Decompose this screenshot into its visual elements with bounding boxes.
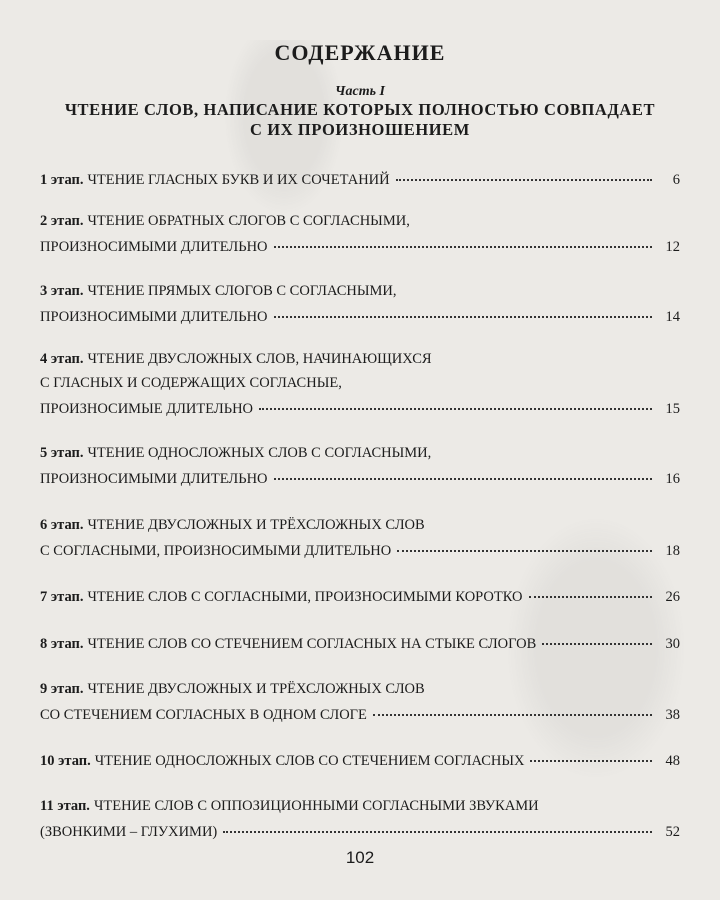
- toc-entry-line: [40, 465, 680, 491]
- entry-page-number: 52: [665, 824, 680, 840]
- entry-page-number: 15: [665, 401, 680, 417]
- dot-leader: [274, 300, 652, 318]
- dot-leader: [530, 744, 652, 762]
- toc-entry-line: [40, 747, 680, 773]
- entry-page-number: 16: [665, 471, 680, 487]
- entry-title: ЧТЕНИЕ ОДНОСЛОЖНЫХ СЛОВ С СОГЛАСНЫМИ,: [87, 445, 432, 461]
- entry-page-number: 14: [665, 309, 680, 325]
- part-title: ЧТЕНИЕ СЛОВ, НАПИСАНИЕ КОТОРЫХ ПОЛНОСТЬЮ СОВПАДАЕТ С ИХ ПРОИЗНОШЕНИЕМ: [64, 100, 656, 139]
- stage-label: 5 этап.: [40, 445, 84, 461]
- dot-leader: [274, 462, 652, 480]
- stage-label: 10 этап.: [40, 753, 91, 769]
- entry-page-number: 48: [665, 753, 680, 769]
- toc-entry[interactable]: [40, 747, 680, 773]
- toc-entry-line: [40, 303, 680, 329]
- toc-entry[interactable]: [40, 279, 680, 329]
- toc-entry-line: [40, 347, 680, 371]
- toc-entry[interactable]: [40, 513, 680, 563]
- entry-title: ЧТЕНИЕ ГЛАСНЫХ БУКВ И ИХ СОЧЕТАНИЙ: [87, 172, 390, 188]
- toc-entry-line: [40, 701, 680, 727]
- toc-entry[interactable]: [40, 347, 680, 421]
- entry-title: (ЗВОНКИМИ – ГЛУХИМИ): [40, 824, 218, 840]
- toc-entry-line: [40, 818, 680, 844]
- toc-entry-line: [40, 537, 680, 563]
- toc-entry-line: [40, 583, 680, 609]
- page-number: 102: [345, 848, 375, 867]
- toc-entry[interactable]: [40, 630, 680, 656]
- entry-title: ЧТЕНИЕ ДВУСЛОЖНЫХ СЛОВ, НАЧИНАЮЩИХСЯ: [87, 351, 432, 367]
- toc-entry[interactable]: [40, 677, 680, 727]
- entry-title: ЧТЕНИЕ ДВУСЛОЖНЫХ И ТРЁХСЛОЖНЫХ СЛОВ: [87, 517, 425, 533]
- toc-entry[interactable]: [40, 441, 680, 491]
- entry-page-number: 26: [665, 589, 680, 605]
- entry-title: ЧТЕНИЕ ПРЯМЫХ СЛОГОВ С СОГЛАСНЫМИ,: [87, 283, 397, 299]
- toc-entry[interactable]: [40, 794, 680, 844]
- toc-entry-line: [40, 395, 680, 421]
- entry-page-number: 12: [665, 239, 680, 255]
- part-label: Часть I: [335, 84, 385, 99]
- entry-title: ЧТЕНИЕ ДВУСЛОЖНЫХ И ТРЁХСЛОЖНЫХ СЛОВ: [87, 681, 425, 697]
- toc-entry-line: [40, 233, 680, 259]
- dot-leader: [396, 163, 652, 181]
- entry-page-number: 38: [665, 707, 680, 723]
- entry-title: С ГЛАСНЫХ И СОДЕРЖАЩИХ СОГЛАСНЫЕ,: [40, 375, 342, 391]
- entry-title: ПРОИЗНОСИМЫМИ ДЛИТЕЛЬНО: [40, 239, 268, 255]
- toc-entry[interactable]: [40, 209, 680, 259]
- entry-title: ЧТЕНИЕ СЛОВ С СОГЛАСНЫМИ, ПРОИЗНОСИМЫМИ КОРОТКО: [87, 589, 523, 605]
- dot-leader: [259, 392, 652, 410]
- dot-leader: [542, 627, 652, 645]
- entry-title: ЧТЕНИЕ СЛОВ СО СТЕЧЕНИЕМ СОГЛАСНЫХ НА СТЫКЕ СЛОГОВ: [87, 636, 537, 652]
- entry-title: ПРОИЗНОСИМЫМИ ДЛИТЕЛЬНО: [40, 471, 268, 487]
- dot-leader: [373, 698, 652, 716]
- entry-title: С СОГЛАСНЫМИ, ПРОИЗНОСИМЫМИ ДЛИТЕЛЬНО: [40, 543, 392, 559]
- stage-label: 8 этап.: [40, 636, 84, 652]
- entry-title: СО СТЕЧЕНИЕМ СОГЛАСНЫХ В ОДНОМ СЛОГЕ: [40, 707, 367, 723]
- stage-label: 6 этап.: [40, 517, 84, 533]
- stage-label: 2 этап.: [40, 213, 84, 229]
- entry-title: ЧТЕНИЕ ОБРАТНЫХ СЛОГОВ С СОГЛАСНЫМИ,: [87, 213, 410, 229]
- stage-label: 1 этап.: [40, 172, 84, 188]
- entry-page-number: 6: [672, 172, 680, 188]
- dot-leader: [223, 815, 652, 833]
- stage-label: 9 этап.: [40, 681, 84, 697]
- entry-page-number: 18: [665, 543, 680, 559]
- entry-title: ЧТЕНИЕ СЛОВ С ОППОЗИЦИОННЫМИ СОГЛАСНЫМИ ЗВУКАМИ: [93, 798, 539, 814]
- entry-title: ПРОИЗНОСИМЫЕ ДЛИТЕЛЬНО: [40, 401, 254, 417]
- dot-leader: [529, 580, 652, 598]
- stage-label: 7 этап.: [40, 589, 84, 605]
- toc-entry-line: [40, 166, 680, 192]
- toc-entry[interactable]: [40, 166, 680, 192]
- stage-label: 11 этап.: [40, 798, 90, 814]
- page-title: СОДЕРЖАНИЕ: [274, 40, 446, 65]
- toc-entry[interactable]: [40, 583, 680, 609]
- entry-title: ПРОИЗНОСИМЫМИ ДЛИТЕЛЬНО: [40, 309, 268, 325]
- dot-leader: [274, 230, 652, 248]
- entry-title: ЧТЕНИЕ ОДНОСЛОЖНЫХ СЛОВ СО СТЕЧЕНИЕМ СОГЛАСНЫХ: [94, 753, 525, 769]
- stage-label: 3 этап.: [40, 283, 84, 299]
- stage-label: 4 этап.: [40, 351, 84, 367]
- toc-entry-line: [40, 630, 680, 656]
- dot-leader: [397, 534, 652, 552]
- entry-page-number: 30: [665, 636, 680, 652]
